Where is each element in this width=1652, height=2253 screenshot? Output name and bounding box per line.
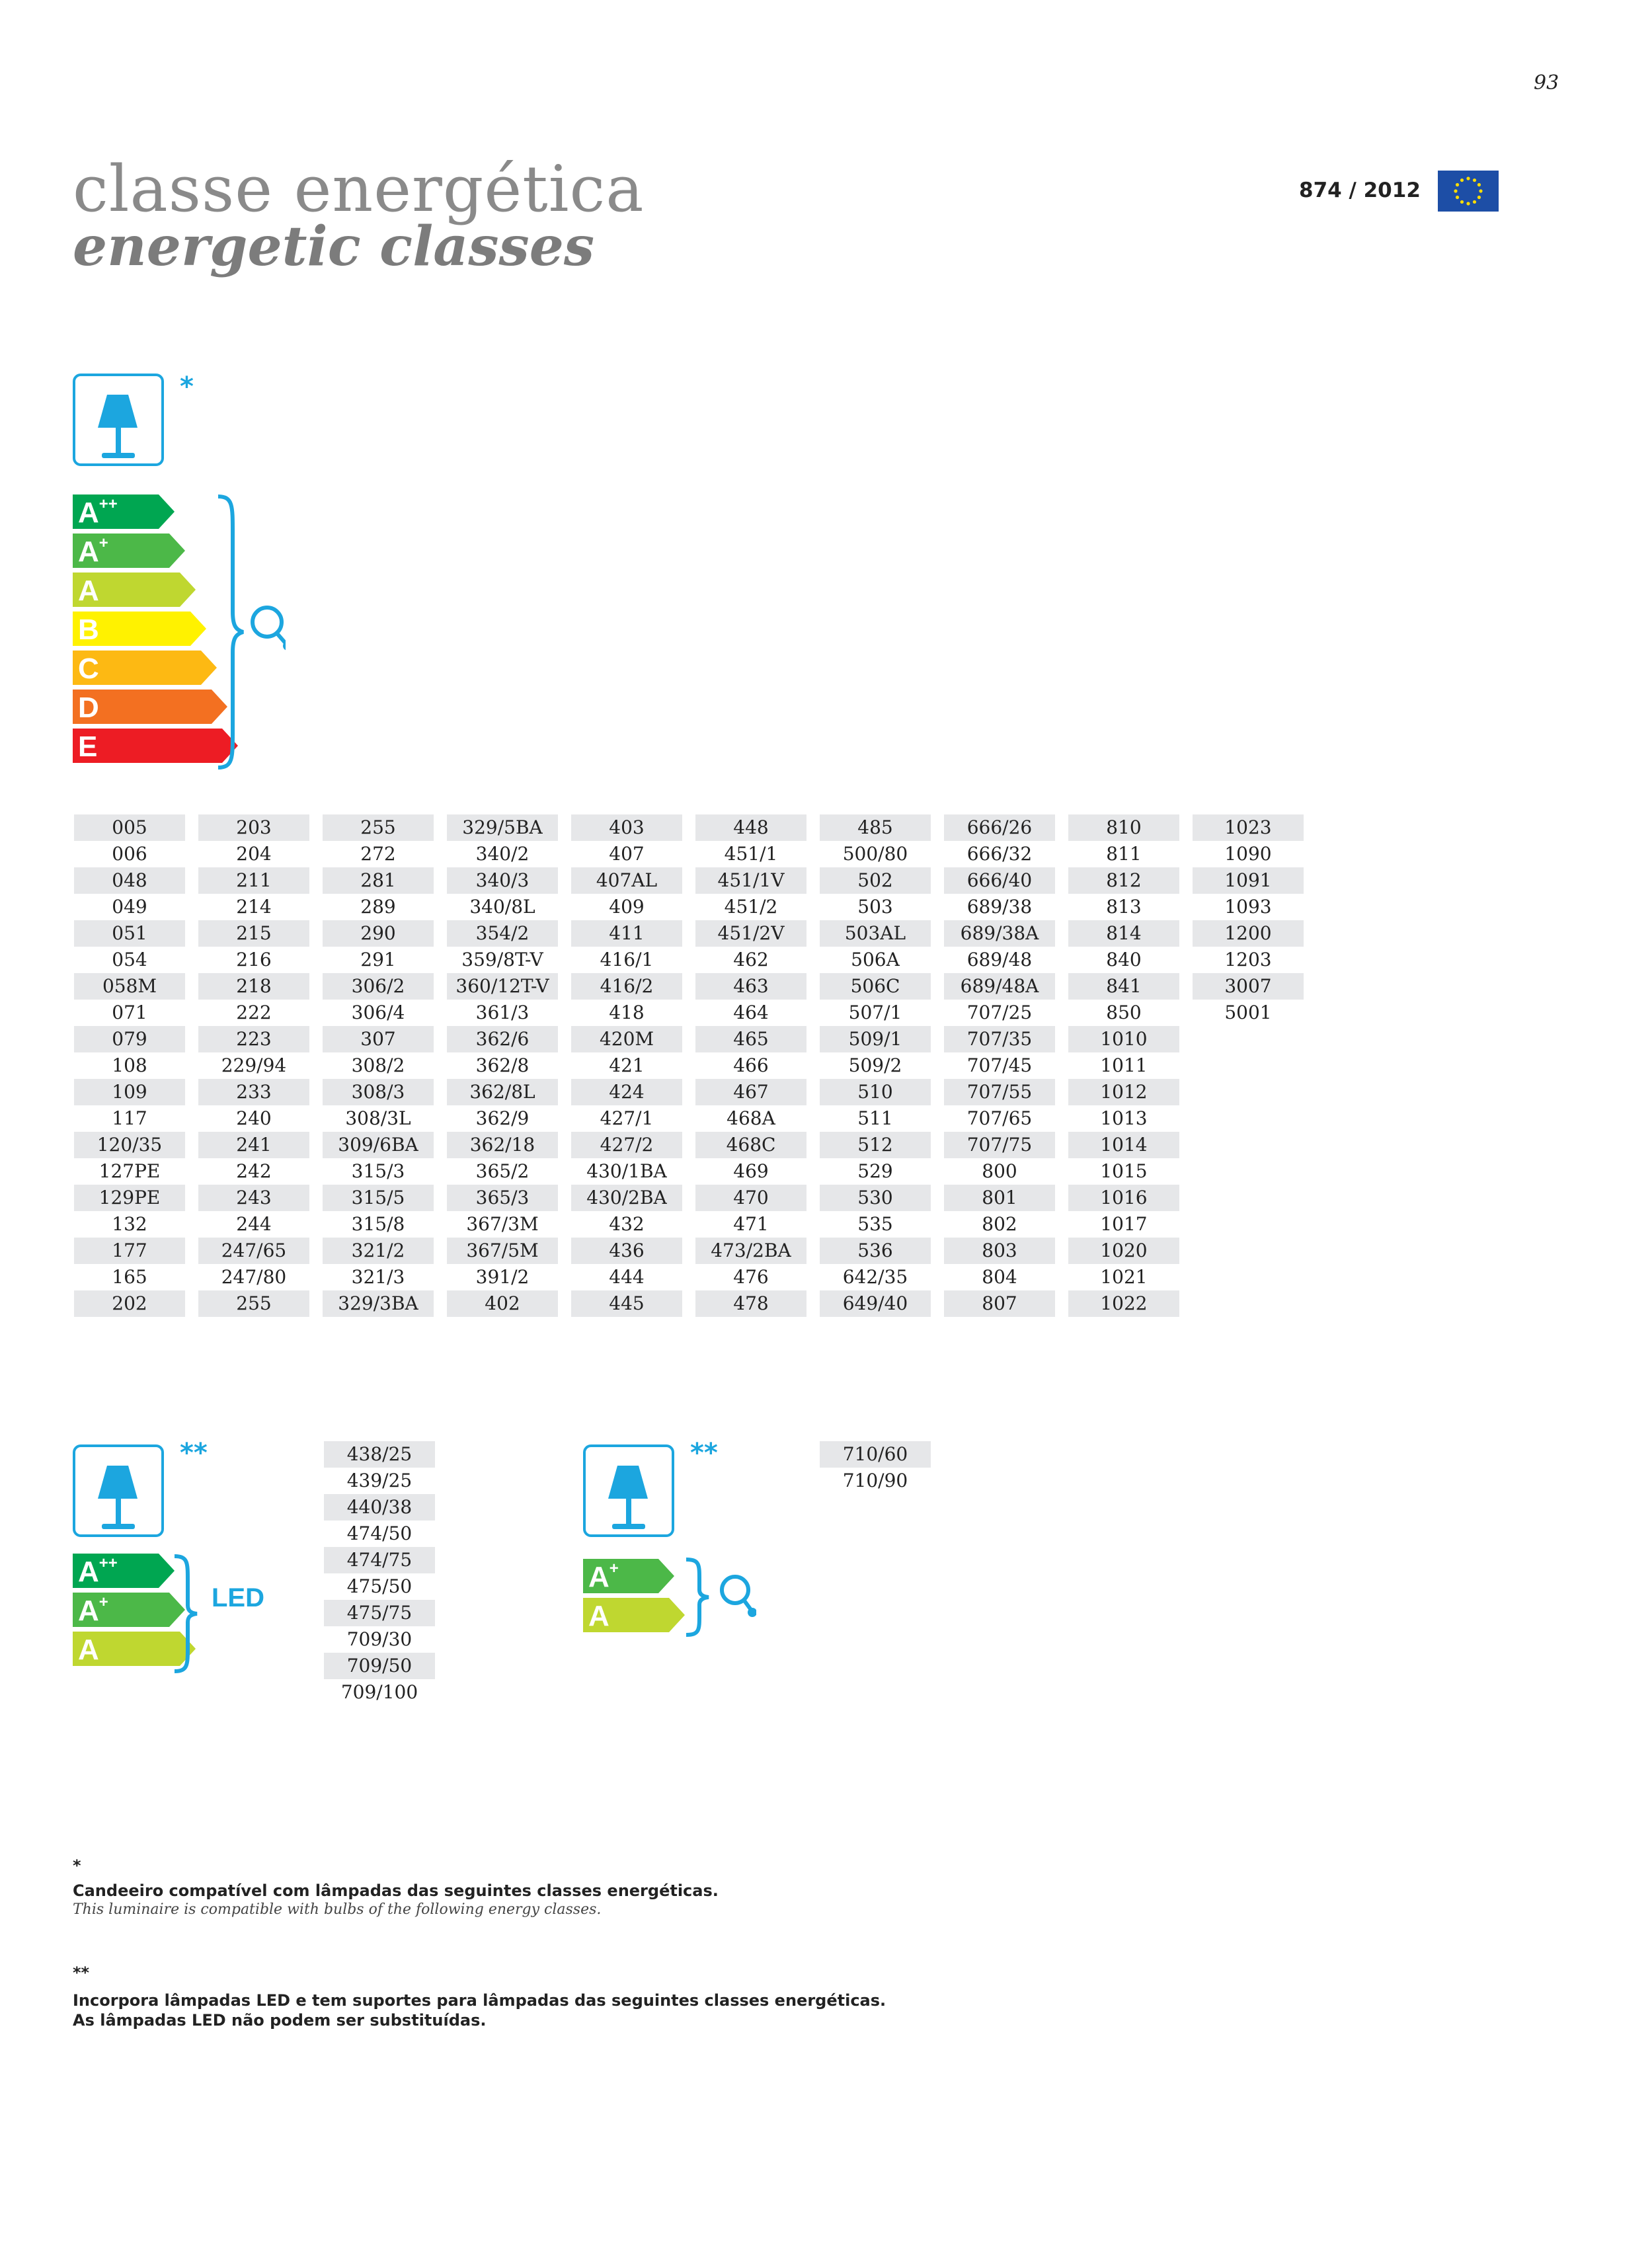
model-code-cell: 803 bbox=[944, 1238, 1055, 1264]
model-code-cell: 810 bbox=[1068, 814, 1179, 841]
energy-class-superscript: ++ bbox=[98, 1554, 118, 1572]
model-code-cell: 689/38A bbox=[944, 920, 1055, 947]
energy-class-label: A++ bbox=[78, 495, 118, 529]
eu-star bbox=[1460, 200, 1464, 204]
model-code-cell: 361/3 bbox=[475, 1002, 530, 1023]
model-code-cell: 359/8T-V bbox=[461, 949, 543, 970]
model-code-cell: 707/25 bbox=[966, 1002, 1033, 1023]
model-code-cell: 165 bbox=[112, 1266, 147, 1288]
footnote-1-marker: * bbox=[73, 1856, 81, 1875]
eu-flag-icon bbox=[1438, 171, 1499, 212]
model-code-cell: 243 bbox=[198, 1185, 309, 1211]
model-code-cell: 290 bbox=[323, 920, 434, 947]
model-code-cell: 360/12T-V bbox=[447, 973, 558, 1000]
footnote-2-line-1: Incorpora lâmpadas LED e tem suportes para lâmpadas das seguintes classes energéticas. bbox=[73, 1991, 886, 2010]
eu-star bbox=[1473, 200, 1476, 204]
model-code-cell: 666/32 bbox=[966, 843, 1033, 865]
led-model-code-cell: 709/30 bbox=[346, 1628, 413, 1650]
energy-class-label: C bbox=[78, 652, 99, 685]
model-code-cell: 804 bbox=[982, 1266, 1017, 1288]
energy-class-superscript: ++ bbox=[98, 495, 118, 513]
model-code-cell: 247/80 bbox=[221, 1266, 287, 1288]
model-code-cell: 503 bbox=[857, 896, 893, 918]
model-code-cell: 109 bbox=[74, 1079, 185, 1105]
model-code-cell: 362/6 bbox=[447, 1026, 558, 1052]
model-code-cell: 1200 bbox=[1193, 920, 1304, 947]
model-code-cell: 1011 bbox=[1100, 1054, 1148, 1076]
model-code-cell: 272 bbox=[360, 843, 396, 865]
model-code-cell: 244 bbox=[236, 1213, 272, 1235]
model-code-cell: 802 bbox=[982, 1213, 1017, 1235]
table-lamp-icon-bulb bbox=[583, 1444, 674, 1537]
model-code-cell: 402 bbox=[447, 1290, 558, 1317]
model-code-cell: 204 bbox=[236, 843, 272, 865]
model-code-cell: 1016 bbox=[1068, 1185, 1179, 1211]
model-code-cell: 240 bbox=[236, 1107, 272, 1129]
model-code-cell: 430/1BA bbox=[586, 1160, 667, 1182]
model-code-cell: 051 bbox=[74, 920, 185, 947]
model-code-cell: 511 bbox=[857, 1107, 893, 1129]
model-code-cell: 1010 bbox=[1068, 1026, 1179, 1052]
model-code-cell: 500/80 bbox=[842, 843, 908, 865]
model-code-cell: 3007 bbox=[1193, 973, 1304, 1000]
model-code-cell: 281 bbox=[323, 867, 434, 894]
model-code-cell: 707/55 bbox=[944, 1079, 1055, 1105]
model-code-cell: 321/2 bbox=[323, 1238, 434, 1264]
bulb-model-code-cell: 710/90 bbox=[842, 1470, 908, 1491]
model-code-cell: 242 bbox=[236, 1160, 272, 1182]
table-column bbox=[198, 814, 309, 1317]
bracket-bulb-icon bbox=[213, 493, 286, 771]
table-lamp-icon-led bbox=[73, 1444, 164, 1537]
table-column bbox=[1068, 814, 1179, 1317]
model-code-cell: 689/48 bbox=[966, 949, 1033, 970]
led-model-code-cell: 439/25 bbox=[346, 1470, 413, 1491]
model-code-cell: 427/2 bbox=[571, 1132, 682, 1158]
footnote-1-translation: This luminaire is compatible with bulbs of the following energy classes. bbox=[73, 1901, 602, 1918]
led-model-code-cell: 438/25 bbox=[324, 1441, 435, 1468]
model-code-cell: 464 bbox=[733, 1002, 769, 1023]
eu-star bbox=[1466, 177, 1470, 180]
model-code-cell: 340/3 bbox=[447, 867, 558, 894]
model-code-cell: 418 bbox=[609, 1002, 645, 1023]
model-code-cell: 466 bbox=[733, 1054, 769, 1076]
model-code-cell: 1020 bbox=[1068, 1238, 1179, 1264]
table-column bbox=[695, 814, 806, 1317]
model-code-cell: 800 bbox=[982, 1160, 1017, 1182]
energy-class-label: A+ bbox=[78, 1593, 108, 1627]
model-code-cell: 321/3 bbox=[351, 1266, 405, 1288]
model-code-cell: 1015 bbox=[1100, 1160, 1148, 1182]
model-code-cell: 362/8 bbox=[475, 1054, 530, 1076]
model-code-cell: 223 bbox=[198, 1026, 309, 1052]
model-code-cell: 411 bbox=[571, 920, 682, 947]
energy-class-label: A++ bbox=[78, 1554, 118, 1588]
model-code-cell: 814 bbox=[1068, 920, 1179, 947]
model-code-cell: 509/2 bbox=[848, 1054, 902, 1076]
model-code-cell: 1017 bbox=[1100, 1213, 1148, 1235]
led-model-code-cell: 474/50 bbox=[346, 1522, 413, 1544]
model-code-cell: 430/2BA bbox=[571, 1185, 682, 1211]
model-code-cell: 222 bbox=[236, 1002, 272, 1023]
model-code-cell: 233 bbox=[198, 1079, 309, 1105]
model-code-cell: 308/3L bbox=[345, 1107, 411, 1129]
model-code-cell: 689/48A bbox=[944, 973, 1055, 1000]
model-code-cell: 367/3M bbox=[466, 1213, 539, 1235]
model-code-cell: 451/1V bbox=[695, 867, 806, 894]
energy-class-label: A bbox=[78, 574, 99, 607]
model-code-cell: 416/2 bbox=[571, 973, 682, 1000]
model-code-cell: 445 bbox=[571, 1290, 682, 1317]
table-column bbox=[571, 814, 682, 1317]
table-column bbox=[944, 814, 1055, 1317]
model-code-cell: 707/45 bbox=[966, 1054, 1033, 1076]
model-code-cell: 362/18 bbox=[447, 1132, 558, 1158]
model-code-cell: 478 bbox=[695, 1290, 806, 1317]
table-column bbox=[447, 814, 558, 1317]
model-code-cell: 510 bbox=[820, 1079, 931, 1105]
model-code-cell: 840 bbox=[1106, 949, 1142, 970]
model-code-cell: 202 bbox=[74, 1290, 185, 1317]
model-code-cell: 444 bbox=[609, 1266, 645, 1288]
model-code-cell: 707/35 bbox=[944, 1026, 1055, 1052]
model-code-cell: 306/2 bbox=[323, 973, 434, 1000]
model-code-cell: 340/2 bbox=[475, 843, 530, 865]
model-code-cell: 529 bbox=[857, 1160, 893, 1182]
energy-class-superscript: + bbox=[98, 534, 108, 552]
model-code-cell: 177 bbox=[74, 1238, 185, 1264]
model-code-cell: 473/2BA bbox=[695, 1238, 806, 1264]
model-code-cell: 420M bbox=[571, 1026, 682, 1052]
model-code-cell: 132 bbox=[112, 1213, 147, 1235]
model-code-cell: 476 bbox=[733, 1266, 769, 1288]
bracket-icon bbox=[171, 1554, 204, 1674]
model-code-cell: 241 bbox=[198, 1132, 309, 1158]
model-code-cell: 503AL bbox=[820, 920, 931, 947]
model-code-cell: 451/1 bbox=[724, 843, 778, 865]
eu-star bbox=[1460, 178, 1464, 182]
model-code-cell: 117 bbox=[112, 1107, 147, 1129]
model-code-cell: 509/1 bbox=[820, 1026, 931, 1052]
eu-star bbox=[1473, 178, 1476, 182]
energy-class-label: A+ bbox=[78, 534, 108, 568]
model-code-cell: 666/40 bbox=[944, 867, 1055, 894]
double-asterisk-marker: ** bbox=[180, 1438, 208, 1468]
model-code-cell: 365/2 bbox=[475, 1160, 530, 1182]
model-code-cell: 470 bbox=[695, 1185, 806, 1211]
led-model-code-cell: 474/75 bbox=[324, 1547, 435, 1573]
model-code-cell: 812 bbox=[1068, 867, 1179, 894]
model-code-cell: 048 bbox=[74, 867, 185, 894]
page-number: 93 bbox=[1534, 71, 1559, 95]
model-code-cell: 307 bbox=[323, 1026, 434, 1052]
model-code-cell: 255 bbox=[198, 1290, 309, 1317]
model-code-cell: 506A bbox=[851, 949, 900, 970]
led-model-code-cell: 440/38 bbox=[324, 1494, 435, 1521]
model-code-cell: 1014 bbox=[1068, 1132, 1179, 1158]
model-code-cell: 120/35 bbox=[74, 1132, 185, 1158]
model-code-cell: 340/8L bbox=[469, 896, 535, 918]
model-code-cell: 203 bbox=[198, 814, 309, 841]
model-code-cell: 807 bbox=[944, 1290, 1055, 1317]
model-code-cell: 416/1 bbox=[600, 949, 654, 970]
model-code-cell: 502 bbox=[820, 867, 931, 894]
model-code-cell: 689/38 bbox=[966, 896, 1033, 918]
table-column bbox=[324, 1441, 435, 1706]
eu-star bbox=[1456, 183, 1459, 186]
led-label: LED bbox=[212, 1583, 264, 1612]
model-code-cell: 409 bbox=[609, 896, 645, 918]
model-code-cell: 407 bbox=[609, 843, 645, 865]
model-code-cell: 801 bbox=[944, 1185, 1055, 1211]
model-code-cell: 811 bbox=[1106, 843, 1142, 865]
energy-class-superscript: + bbox=[609, 1560, 619, 1577]
model-code-cell: 1013 bbox=[1100, 1107, 1148, 1129]
model-code-cell: 1091 bbox=[1193, 867, 1304, 894]
model-code-cell: 308/2 bbox=[351, 1054, 405, 1076]
model-code-cell: 049 bbox=[112, 896, 147, 918]
model-code-cell: 649/40 bbox=[820, 1290, 931, 1317]
eu-star bbox=[1479, 189, 1482, 192]
model-code-cell: 362/9 bbox=[475, 1107, 530, 1129]
energy-class-superscript: + bbox=[98, 1593, 108, 1611]
model-code-cell: 255 bbox=[323, 814, 434, 841]
eu-star bbox=[1456, 196, 1459, 199]
model-code-cell: 5001 bbox=[1224, 1002, 1272, 1023]
model-code-cell: 058M bbox=[74, 973, 185, 1000]
model-code-cell: 530 bbox=[820, 1185, 931, 1211]
table-column bbox=[323, 814, 434, 1317]
model-code-cell: 214 bbox=[236, 896, 272, 918]
model-code-cell: 451/2 bbox=[724, 896, 778, 918]
model-code-cell: 424 bbox=[571, 1079, 682, 1105]
model-code-cell: 071 bbox=[112, 1002, 147, 1023]
model-code-cell: 391/2 bbox=[475, 1266, 530, 1288]
model-code-cell: 432 bbox=[609, 1213, 645, 1235]
eu-star bbox=[1477, 183, 1481, 186]
model-code-cell: 362/8L bbox=[447, 1079, 558, 1105]
model-code-cell: 421 bbox=[609, 1054, 645, 1076]
model-code-cell: 127PE bbox=[98, 1160, 161, 1182]
table-column bbox=[74, 814, 185, 1317]
model-code-cell: 315/5 bbox=[323, 1185, 434, 1211]
model-code-cell: 506C bbox=[820, 973, 931, 1000]
model-code-cell: 229/94 bbox=[221, 1054, 287, 1076]
model-code-cell: 306/4 bbox=[351, 1002, 405, 1023]
model-code-cell: 536 bbox=[820, 1238, 931, 1264]
model-code-cell: 329/5BA bbox=[447, 814, 558, 841]
model-code-cell: 407AL bbox=[571, 867, 682, 894]
model-code-cell: 841 bbox=[1068, 973, 1179, 1000]
model-code-cell: 1022 bbox=[1068, 1290, 1179, 1317]
model-code-cell: 467 bbox=[695, 1079, 806, 1105]
model-code-cell: 535 bbox=[857, 1213, 893, 1235]
model-code-cell: 1023 bbox=[1193, 814, 1304, 841]
model-code-cell: 451/2V bbox=[695, 920, 806, 947]
model-code-cell: 365/3 bbox=[447, 1185, 558, 1211]
table-column bbox=[820, 814, 931, 1317]
model-code-cell: 1021 bbox=[1100, 1266, 1148, 1288]
led-model-code-cell: 475/50 bbox=[346, 1575, 413, 1597]
model-code-cell: 436 bbox=[571, 1238, 682, 1264]
footnote-1-text: Candeeiro compatível com lâmpadas das seguintes classes energéticas. bbox=[73, 1881, 719, 1900]
table-lamp-icon bbox=[73, 374, 164, 466]
model-code-cell: 1203 bbox=[1224, 949, 1272, 970]
model-code-cell: 289 bbox=[360, 896, 396, 918]
eu-star bbox=[1454, 189, 1457, 192]
model-code-cell: 485 bbox=[820, 814, 931, 841]
model-code-cell: 218 bbox=[198, 973, 309, 1000]
model-code-cell: 469 bbox=[733, 1160, 769, 1182]
model-code-cell: 465 bbox=[695, 1026, 806, 1052]
model-code-cell: 507/1 bbox=[848, 1002, 902, 1023]
model-code-cell: 1093 bbox=[1224, 896, 1272, 918]
model-code-cell: 463 bbox=[695, 973, 806, 1000]
model-code-cell: 707/65 bbox=[966, 1107, 1033, 1129]
model-code-cell: 211 bbox=[198, 867, 309, 894]
model-code-cell: 354/2 bbox=[447, 920, 558, 947]
model-code-cell: 1012 bbox=[1068, 1079, 1179, 1105]
energy-class-label: A bbox=[78, 1634, 99, 1666]
energy-class-label: E bbox=[78, 731, 98, 763]
model-code-cell: 850 bbox=[1106, 1002, 1142, 1023]
model-code-cell: 315/3 bbox=[351, 1160, 405, 1182]
model-code-cell: 468A bbox=[727, 1107, 775, 1129]
model-code-cell: 813 bbox=[1106, 896, 1142, 918]
model-code-cell: 079 bbox=[74, 1026, 185, 1052]
energy-class-label: A+ bbox=[588, 1560, 619, 1593]
model-code-cell: 403 bbox=[571, 814, 682, 841]
model-code-cell: 468C bbox=[695, 1132, 806, 1158]
eu-star bbox=[1477, 196, 1481, 199]
model-code-cell: 1090 bbox=[1224, 843, 1272, 865]
bracket-bulb-icon-2 bbox=[682, 1557, 756, 1638]
model-code-cell: 005 bbox=[74, 814, 185, 841]
table-column bbox=[1193, 814, 1304, 1026]
model-code-cell: 666/26 bbox=[944, 814, 1055, 841]
led-model-code-cell: 475/75 bbox=[324, 1600, 435, 1626]
model-code-cell: 216 bbox=[236, 949, 272, 970]
model-code-cell: 129PE bbox=[74, 1185, 185, 1211]
energy-class-label: D bbox=[78, 692, 99, 724]
footnote-2-marker: ** bbox=[73, 1963, 90, 1982]
led-model-code-cell: 709/50 bbox=[324, 1653, 435, 1679]
footnote-2-line-2: As lâmpadas LED não podem ser substituídas. bbox=[73, 2011, 487, 2030]
model-code-cell: 006 bbox=[112, 843, 147, 865]
model-code-cell: 329/3BA bbox=[323, 1290, 434, 1317]
page-subtitle: energetic classes bbox=[73, 215, 595, 278]
bulb-model-code-cell: 710/60 bbox=[820, 1441, 931, 1468]
energy-class-label: B bbox=[78, 613, 99, 646]
model-code-cell: 291 bbox=[360, 949, 396, 970]
double-asterisk-marker-2: ** bbox=[690, 1438, 718, 1468]
model-code-cell: 512 bbox=[820, 1132, 931, 1158]
eu-star bbox=[1466, 202, 1470, 205]
led-model-code-cell: 709/100 bbox=[340, 1681, 418, 1703]
model-code-cell: 247/65 bbox=[198, 1238, 309, 1264]
model-code-cell: 448 bbox=[695, 814, 806, 841]
asterisk-marker: * bbox=[180, 372, 194, 402]
model-code-cell: 471 bbox=[733, 1213, 769, 1235]
model-code-cell: 462 bbox=[733, 949, 769, 970]
model-code-cell: 054 bbox=[112, 949, 147, 970]
model-code-cell: 309/6BA bbox=[323, 1132, 434, 1158]
model-code-cell: 315/8 bbox=[351, 1213, 405, 1235]
model-code-cell: 108 bbox=[112, 1054, 147, 1076]
energy-class-label: A bbox=[588, 1600, 610, 1632]
model-code-cell: 642/35 bbox=[842, 1266, 908, 1288]
page-title: classe energética bbox=[73, 152, 645, 226]
model-code-cell: 427/1 bbox=[600, 1107, 654, 1129]
model-code-cell: 215 bbox=[198, 920, 309, 947]
table-column bbox=[820, 1441, 931, 1494]
regulation-number: 874 / 2012 bbox=[1299, 178, 1421, 202]
model-code-cell: 707/75 bbox=[944, 1132, 1055, 1158]
model-code-cell: 367/5M bbox=[447, 1238, 558, 1264]
model-code-cell: 308/3 bbox=[323, 1079, 434, 1105]
